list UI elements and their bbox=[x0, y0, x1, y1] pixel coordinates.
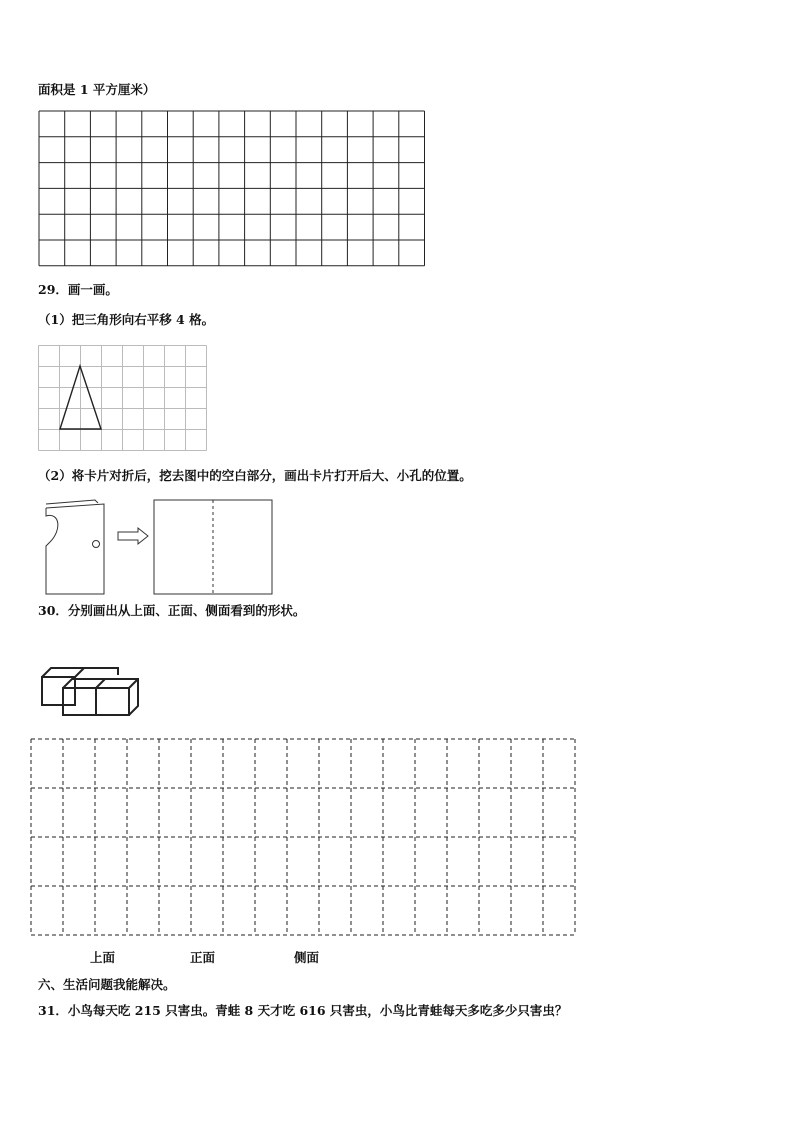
cube-structure bbox=[38, 662, 148, 718]
view-label-top: 上面 bbox=[90, 950, 116, 965]
folded-card bbox=[46, 500, 104, 594]
view-label-front: 正面 bbox=[190, 950, 216, 965]
section-6-heading: 六、生活问题我能解决。 bbox=[38, 977, 176, 992]
dashed-drawing-grid[interactable] bbox=[30, 738, 576, 938]
translation-grid-lines bbox=[39, 346, 207, 451]
open-card bbox=[154, 500, 272, 594]
square-grid-lines bbox=[39, 111, 425, 266]
translation-grid bbox=[38, 345, 208, 453]
q29-title: 29．画一画。 bbox=[38, 282, 118, 297]
square-grid bbox=[38, 110, 426, 268]
view-label-side: 侧面 bbox=[294, 950, 320, 965]
dashed-grid-lines bbox=[31, 739, 575, 935]
q30-title: 30．分别画出从上面、正面、侧面看到的形状。 bbox=[38, 603, 306, 618]
intro-line: 面积是 1 平方厘米） bbox=[38, 82, 156, 97]
arrow-icon bbox=[118, 528, 148, 544]
folded-card-figure bbox=[40, 494, 280, 598]
q29-part2: （2）将卡片对折后，挖去图中的空白部分，画出卡片打开后大、小孔的位置。 bbox=[38, 468, 472, 483]
small-hole bbox=[93, 541, 100, 548]
q29-part1: （1）把三角形向右平移 4 格。 bbox=[38, 312, 215, 327]
q31-text: 31．小鸟每天吃 215 只害虫。青蛙 8 天才吃 616 只害虫，小鸟比青蛙每天多吃多少只害虫？ bbox=[38, 1003, 568, 1018]
